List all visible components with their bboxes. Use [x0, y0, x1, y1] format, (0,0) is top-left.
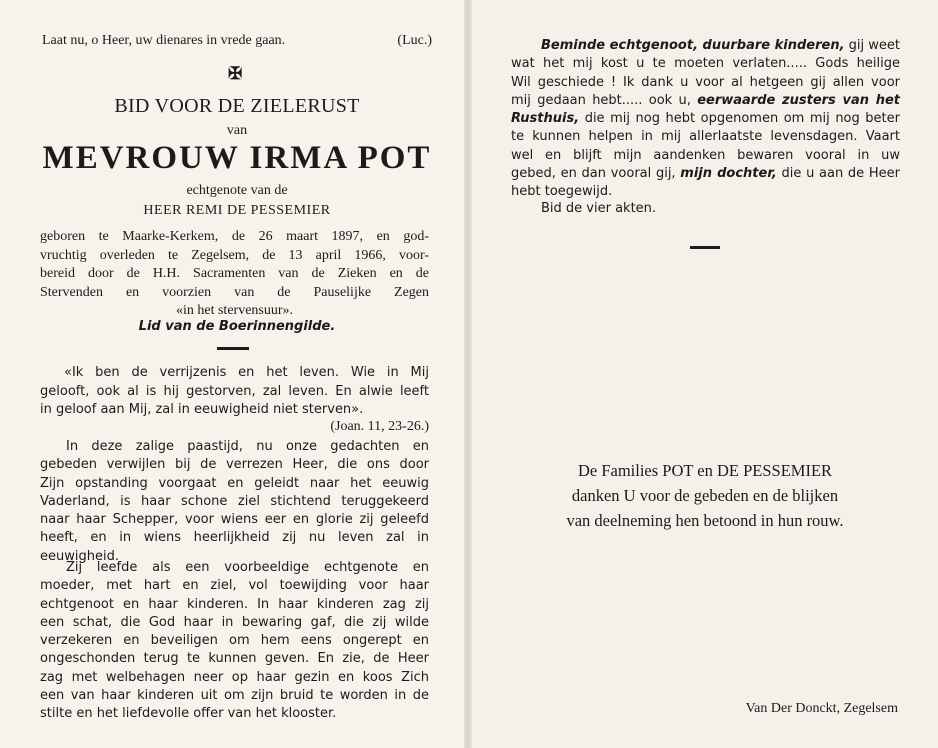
message-line: hebt toegewijd.: [511, 184, 613, 200]
message-text: gij weet: [844, 38, 900, 53]
spouse-label: echtgenote van de: [186, 183, 288, 198]
divider: [217, 347, 249, 350]
message-line: wat het mij kost u te moeten verlaten..... Gods heilige: [511, 56, 900, 72]
paragraph-line: In deze zalige paastijd, nu onze gedachten en: [66, 439, 429, 454]
message-line: [511, 37, 900, 55]
message-text: die u aan de Heer: [776, 166, 900, 182]
membership: Lid van de Boerinnengilde.: [138, 319, 336, 334]
message-line: te kunnen helpen in mij allerlaatste levensdagen. Vaart: [511, 129, 900, 145]
scripture-reference: (Joan. 11, 23-26.): [330, 419, 429, 434]
paragraph-paastijd: [40, 438, 429, 566]
paragraph-line: een van haar kinderen uit om zijn bruid te worden in de: [40, 688, 429, 704]
message-line: [511, 92, 900, 110]
card-fold: [464, 0, 472, 748]
message-line: [511, 110, 900, 128]
message-text: mij gedaan hebt..... ook u,: [511, 92, 698, 108]
message-emphasis: eerwaarde zusters van het: [697, 92, 900, 108]
scripture-line: gelooft, ook al is hij gestorven, zal leven. En alwie leeft: [40, 383, 429, 399]
thanks-line: van deelneming hen betoond in hun rouw.: [566, 511, 844, 530]
opening-quote: [42, 33, 432, 49]
paragraph-line: echtgenoot en haar kinderen. In haar kinderen zag zij: [40, 596, 429, 612]
paragraph-line: stilte en het liefdevolle offer van het klooster.: [40, 706, 337, 722]
paragraph-line: verzekeren en beveiligen om hem eens ongerept en: [40, 633, 429, 649]
paragraph-line: Zij leefde als een voorbeeldige echtgenote en: [66, 560, 429, 575]
cross-icon: ✠: [228, 64, 243, 84]
spouse-name: HEER REMI DE PESSEMIER: [143, 203, 331, 218]
opening-quote-text: Laat nu, o Heer, uw dienares in vrede gaan.: [42, 33, 286, 48]
message-emphasis: Beminde echtgenoot, duurbare kinderen,: [541, 38, 845, 53]
printer-credit: Van Der Donckt, Zegelsem: [745, 701, 898, 716]
deceased-name: MEVROUW IRMA POT: [42, 140, 432, 176]
message-emphasis: Rusthuis,: [511, 111, 580, 127]
opening-quote-reference: (Luc.): [397, 33, 432, 48]
biography-line: «in het stervensuur».: [175, 303, 294, 318]
scripture-line: «Ik ben de verrijzenis en het leven. Wie in Mij: [64, 365, 429, 380]
prayer-instruction: Bid de vier akten.: [541, 201, 657, 216]
paragraph-line: Zijn opstanding voorgaat en geleidt naar het eeuwig: [40, 475, 429, 491]
message-line: [511, 165, 900, 183]
paragraph-line: naar haar Schepper, voor wiens eer en glorie zij geleefd: [40, 512, 429, 528]
prayer-heading: BID VOOR DE ZIELERUST: [114, 95, 360, 117]
message-text: die mij nog hebt opgenomen om mij nog beter: [579, 111, 900, 127]
scripture-line: in geloof aan Mij, zal in eeuwigheid niet sterven».: [40, 402, 364, 417]
message-emphasis: mijn dochter,: [680, 166, 777, 182]
thanks-line: danken U voor de gebeden en de blijken: [571, 486, 839, 505]
farewell-message: [511, 37, 900, 202]
scripture-quote: [40, 364, 429, 420]
paragraph-line: gebeden verwijlen bij de verrezen Heer, die ons door: [40, 457, 429, 473]
paragraph-line: een schat, die God haar in bewaring gaf, die zij wilde: [40, 614, 429, 630]
biography-line: geboren te Maarke-Kerkem, de 26 maart 1897, en god-: [40, 229, 429, 244]
paragraph-line: moeder, met hart en ziel, vol toewijding voor haar: [40, 578, 429, 594]
paragraph-line: ongeschonden terug te kunnen geven. En zie, de Heer: [40, 651, 429, 667]
divider: [690, 246, 720, 249]
message-text: gebed, en dan vooral gij,: [511, 166, 681, 182]
message-line: Wil geschiede ! Ik dank u voor al hetgeen gij allen voor: [511, 74, 900, 90]
heading-van: van: [226, 123, 248, 138]
biography-line: Stervenden en voorzien van de Pauselijke Zegen: [40, 284, 429, 300]
paragraph-echtgenote: [40, 559, 429, 724]
paragraph-line: eeuwigheid.: [40, 548, 119, 564]
family-thanks: [512, 458, 898, 533]
paragraph-line: Vaderland, is haar schone ziel stichtend teruggekeerd: [40, 493, 429, 509]
paragraph-line: heeft, en in wiens heerlijkheid zij nu leven zal in: [40, 530, 429, 546]
biography-line: vruchtig overleden te Zegelsem, de 13 april 1966, voor-: [40, 247, 429, 263]
thanks-line: De Families POT en DE PESSEMIER: [577, 461, 833, 480]
biography-line: bereid door de H.H. Sacramenten van de Zieken en de: [40, 266, 429, 281]
biography: [40, 228, 429, 321]
message-line: wel en blijft mijn aandenken bewaren vooral in uw: [511, 147, 900, 163]
paragraph-line: zag met welbehagen neer op haar gezin en koos Zich: [40, 669, 429, 685]
